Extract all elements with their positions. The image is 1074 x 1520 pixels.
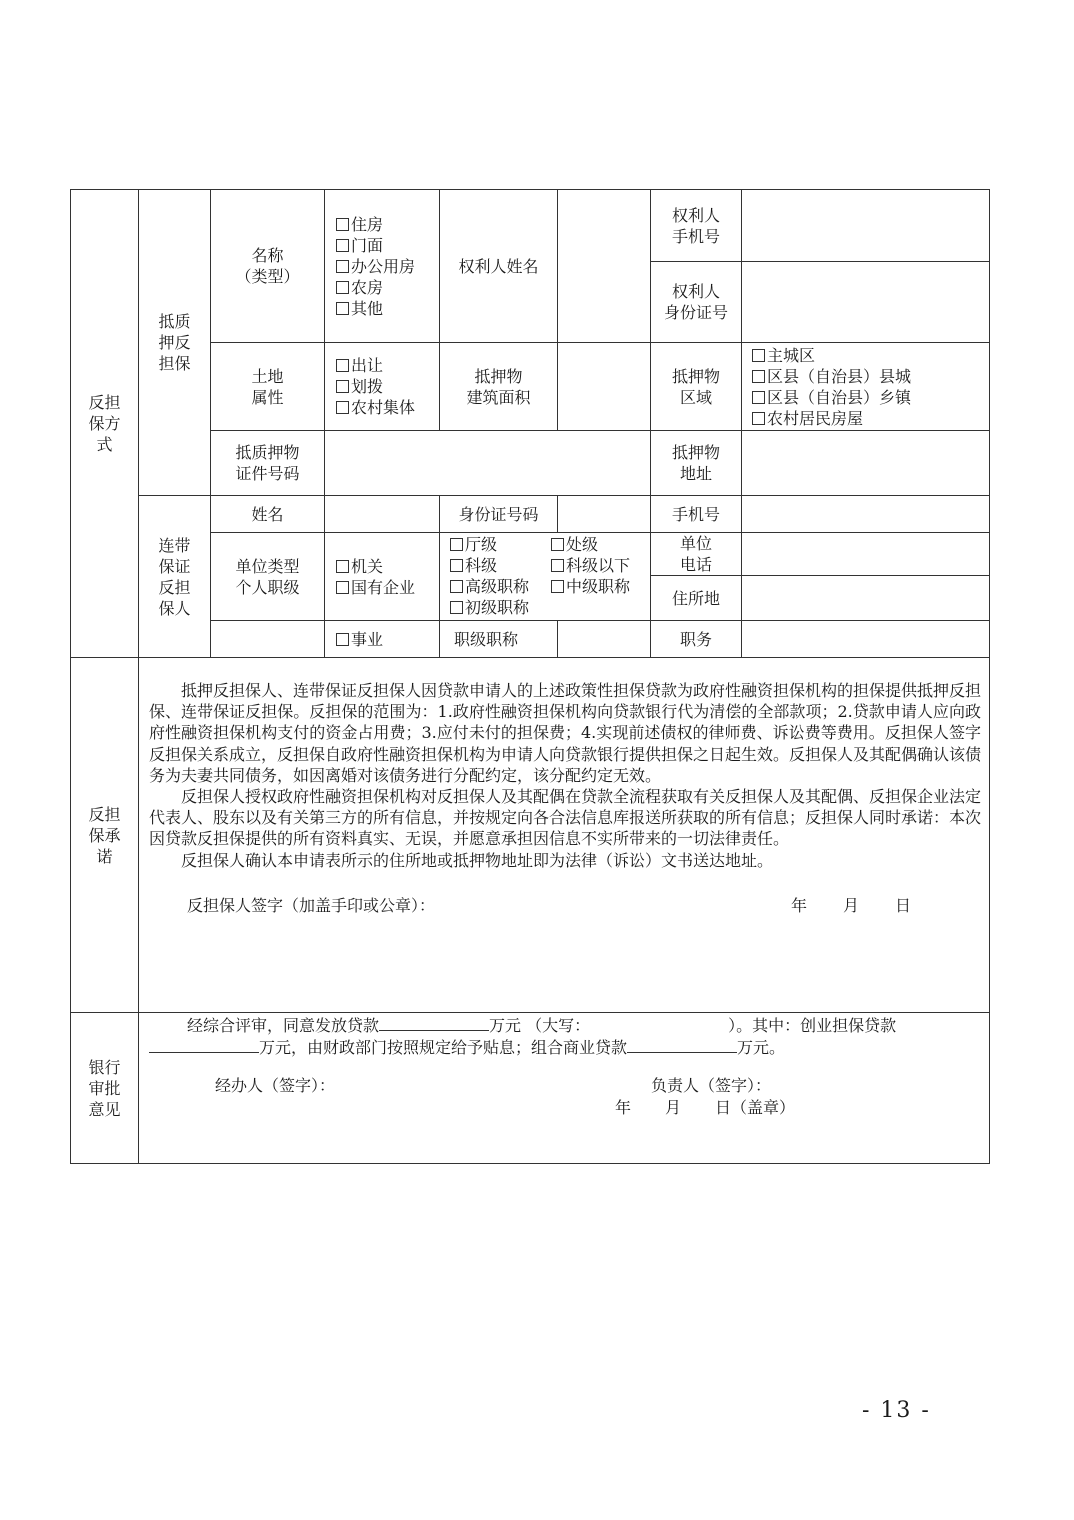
building-area-label: 抵押物 建筑面积	[440, 343, 558, 431]
collateral-address-label: 抵押物 地址	[651, 431, 742, 496]
checkbox-icon	[450, 538, 463, 551]
collateral-address-field[interactable]	[742, 431, 990, 496]
guarantor-name-field[interactable]	[325, 496, 440, 533]
owner-phone-label: 权利人 手机号	[651, 190, 742, 262]
startup-loan-blank[interactable]	[149, 1037, 259, 1053]
loan-amount-blank[interactable]	[379, 1015, 489, 1031]
owner-id-field[interactable]	[742, 262, 990, 343]
residence-label: 住所地	[651, 576, 742, 621]
unit-type-public-institution	[325, 621, 440, 658]
checkbox-icon	[336, 401, 349, 414]
checkbox-icon	[336, 380, 349, 393]
unit-phone-field[interactable]	[742, 533, 990, 576]
name-type-label: 名称 （类型）	[211, 190, 325, 343]
unit-type-rank-label: 单位类型 个人职级	[211, 533, 325, 621]
checkbox-other[interactable]: 其他	[336, 298, 439, 319]
checkbox-junior-title[interactable]: 初级职称	[450, 597, 529, 618]
commercial-loan-blank[interactable]	[627, 1037, 737, 1053]
owner-id-label: 权利人 身份证号	[651, 262, 742, 343]
land-attribute-label: 土地 属性	[211, 343, 325, 431]
checkbox-icon	[336, 239, 349, 252]
checkbox-below-section[interactable]: 科级以下	[551, 555, 630, 576]
bank-approval-date: 年 月 日（盖章）	[615, 1098, 796, 1117]
position-field[interactable]	[742, 621, 990, 658]
checkbox-icon	[336, 281, 349, 294]
checkbox-county-township[interactable]: 区县（自治县）乡镇	[752, 387, 989, 408]
application-form-table	[70, 189, 990, 1164]
bank-approval-label: 银行 审批 意见	[71, 1013, 139, 1164]
checkbox-icon	[752, 412, 765, 425]
owner-phone-field[interactable]	[742, 190, 990, 262]
joint-guarantor-label: 连带 保证 反担 保人	[139, 496, 211, 658]
checkbox-section-level[interactable]: 科级	[450, 555, 551, 576]
checkbox-icon	[752, 370, 765, 383]
commitment-paragraph-1: 抵押反担保人、连带保证反担保人因贷款申请人的上述政策性担保贷款为政府性融资担保机构的担保提供抵押反担保、连带保证反担保。反担保的范围为：1.政府性融资担保机构向贷款银行代为清偿的全部款项；2.贷款申请人应向政府性融资担保机构支付的资金占用费；3.应付未付的担保费；4.实现前述债权的律师费、诉讼费等费用。反担保人签字反担保关系成立，反担保自政府性融资担保机构为申请人向贷款银行提供担保之日起生效。反担保人及其配偶确认该债务为夫妻共同债务，如因离婚对该债务进行分配约定，该分配约定无效。	[149, 681, 982, 785]
checkbox-transfer[interactable]: 出让	[336, 355, 439, 376]
handler-signature-label: 经办人（签字）：	[215, 1076, 336, 1095]
checkbox-farmhouse[interactable]: 农房	[336, 277, 439, 298]
rank-title-field[interactable]	[558, 621, 651, 658]
certificate-number-field[interactable]	[325, 431, 651, 496]
property-type-options	[325, 190, 440, 343]
mortgage-guarantee-label: 抵质 押反 担保	[139, 190, 211, 496]
checkbox-icon	[336, 302, 349, 315]
checkbox-main-urban[interactable]: 主城区	[752, 345, 989, 366]
checkbox-icon	[551, 580, 564, 593]
owner-name-field[interactable]	[558, 190, 651, 343]
checkbox-allocation[interactable]: 划拨	[336, 376, 439, 397]
guarantor-phone-label: 手机号	[651, 496, 742, 533]
rank-title-label: 职级职称	[440, 621, 558, 658]
checkbox-office[interactable]: 办公用房	[336, 256, 439, 277]
residence-field[interactable]	[742, 576, 990, 621]
commitment-paragraph-2: 反担保人授权政府性融资担保机构对反担保人及其配偶在贷款全流程获取有关反担保人及其配偶、反担保企业法定代表人、股东以及有关第三方的所有信息，并按规定向各合法信息库报送所获取的所有信息；反担保人同时承诺：本次因贷款反担保提供的所有资料真实、无误，并愿意承担因信息不实所带来的一切法律责任。	[149, 787, 982, 849]
guarantor-id-field[interactable]	[558, 496, 651, 533]
checkbox-government[interactable]: 机关	[336, 556, 439, 577]
certificate-number-label: 抵质押物 证件号码	[211, 431, 325, 496]
position-label: 职务	[651, 621, 742, 658]
region-label: 抵押物 区域	[651, 343, 742, 431]
checkbox-icon	[336, 218, 349, 231]
checkbox-icon	[336, 633, 349, 646]
checkbox-rural-collective[interactable]: 农村集体	[336, 397, 439, 418]
land-type-options	[325, 343, 440, 431]
checkbox-icon	[450, 580, 463, 593]
checkbox-icon	[336, 560, 349, 573]
owner-name-label: 权利人姓名	[440, 190, 558, 343]
leader-signature-label: 负责人（签字）：	[651, 1076, 772, 1095]
checkbox-rural-residence[interactable]: 农村居民房屋	[752, 408, 989, 429]
checkbox-house[interactable]: 住房	[336, 214, 439, 235]
commitment-content	[139, 658, 990, 1013]
checkbox-icon	[551, 538, 564, 551]
counter-guarantee-method-label: 反担 保方 式	[71, 190, 139, 658]
guarantor-phone-field[interactable]	[742, 496, 990, 533]
checkbox-intermediate-title[interactable]: 中级职称	[551, 576, 630, 597]
bank-approval-content: 经综合评审，同意发放贷款 万元 （大写： ）。其中：创业担保贷款 万元，由财政部门按照规定给予贴息；组合商业贷款 万元。 经办人（签字）： 负责人（签字）： 年 月 日（盖章）	[139, 1013, 990, 1164]
unit-type-options	[325, 533, 440, 621]
checkbox-icon	[336, 581, 349, 594]
unit-type-rank-label-extra	[211, 621, 325, 658]
checkbox-icon	[336, 359, 349, 372]
checkbox-division-level[interactable]: 处级	[551, 534, 598, 555]
building-area-field[interactable]	[558, 343, 651, 431]
checkbox-icon	[336, 260, 349, 273]
checkbox-storefront[interactable]: 门面	[336, 235, 439, 256]
page-number: - 13 -	[862, 1398, 931, 1423]
region-options	[742, 343, 990, 431]
checkbox-icon	[450, 601, 463, 614]
guarantor-name-label: 姓名	[211, 496, 325, 533]
commitment-signature-line	[149, 895, 981, 917]
guarantor-id-label: 身份证号码	[440, 496, 558, 533]
checkbox-icon	[752, 391, 765, 404]
checkbox-icon	[450, 559, 463, 572]
checkbox-senior-title[interactable]: 高级职称	[450, 576, 551, 597]
checkbox-county-town[interactable]: 区县（自治县）县城	[752, 366, 989, 387]
checkbox-bureau-level[interactable]: 厅级	[450, 534, 551, 555]
checkbox-state-enterprise[interactable]: 国有企业	[336, 577, 439, 598]
commitment-paragraph-3: 反担保人确认本申请表所示的住所地或抵押物地址即为法律（诉讼）文书送达地址。	[181, 850, 774, 870]
commitment-label: 反担 保承 诺	[71, 658, 139, 1013]
checkbox-icon	[752, 349, 765, 362]
checkbox-icon	[551, 559, 564, 572]
unit-phone-label: 单位 电话	[651, 533, 742, 576]
commitment-date: 年 月 日	[790, 895, 911, 915]
guarantor-signature-label: 反担保人签字（加盖手印或公章）：	[187, 895, 436, 915]
checkbox-public-institution[interactable]: 事业	[336, 629, 439, 650]
rank-options	[440, 533, 651, 621]
